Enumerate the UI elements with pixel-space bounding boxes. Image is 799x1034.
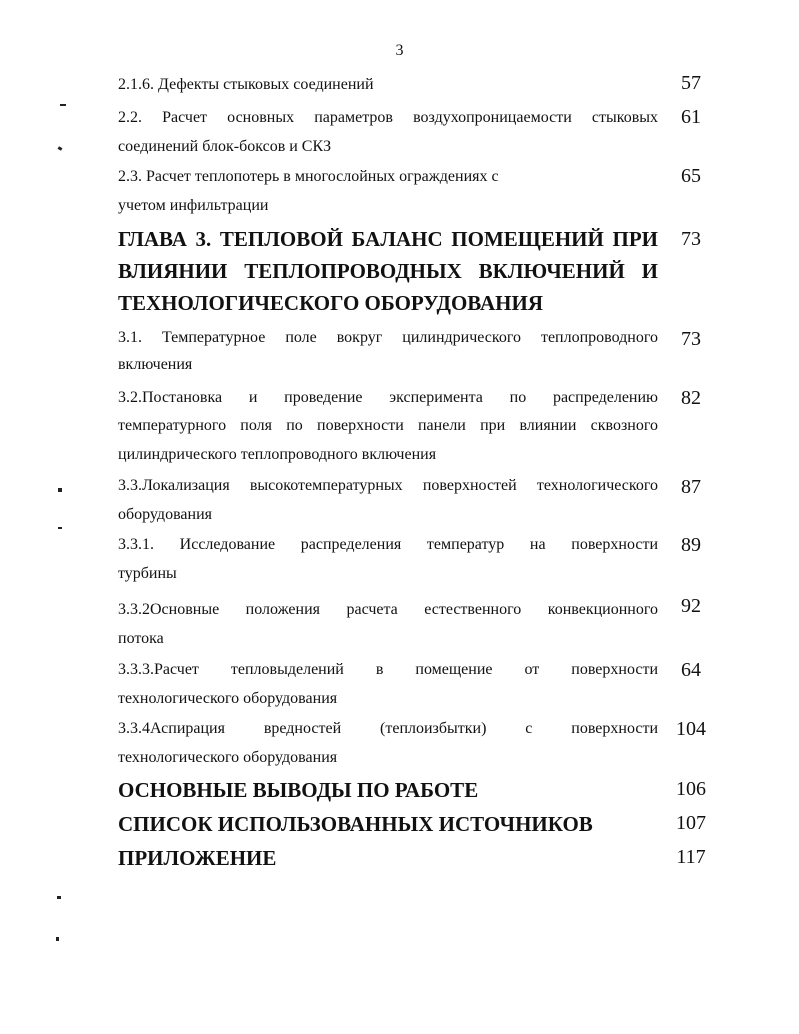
- toc-entry-text: технологического оборудования: [118, 690, 338, 707]
- toc-page-number: 73: [681, 228, 701, 250]
- toc-entry-text: оборудования: [118, 506, 212, 523]
- toc-entry-text: 2.1.6. Дефекты стыковых соединений: [118, 76, 374, 93]
- toc-page-number: 61: [681, 106, 701, 128]
- toc-page-number: 64: [681, 659, 701, 681]
- section-title: ОСНОВНЫЕ ВЫВОДЫ ПО РАБОТЕ: [118, 778, 479, 802]
- toc-page-number: 104: [676, 718, 706, 740]
- toc-page-number: 92: [681, 595, 701, 617]
- toc-entry-text: 2.2. Расчет основных параметров воздухопроницаемости стыковых: [118, 109, 658, 126]
- toc-page-number: 73: [681, 328, 701, 350]
- toc-entry-text: 3.3.2Основные положения расчета естественного конвекционного: [118, 601, 658, 618]
- toc-page-number: 106: [676, 778, 706, 800]
- toc-entry-text: соединений блок-боксов и СКЗ: [118, 138, 332, 155]
- page-number: 3: [395, 42, 404, 59]
- toc-page-number: 117: [676, 846, 706, 868]
- scan-speck: [56, 937, 59, 941]
- scan-speck: [58, 527, 62, 529]
- chapter-title-line: ГЛАВА 3. ТЕПЛОВОЙ БАЛАНС ПОМЕЩЕНИЙ ПРИ: [118, 227, 658, 251]
- toc-page-number: 57: [681, 72, 701, 94]
- chapter-title-line: ВЛИЯНИИ ТЕПЛОПРОВОДНЫХ ВКЛЮЧЕНИЙ И: [118, 259, 658, 283]
- scan-speck: [60, 104, 66, 106]
- toc-entry-text: 3.3.4Аспирация вредностей (теплоизбытки) с поверхности: [118, 720, 658, 737]
- toc-page-number: 89: [681, 534, 701, 556]
- toc-page-number: 82: [681, 387, 701, 409]
- section-title: ПРИЛОЖЕНИЕ: [118, 846, 277, 870]
- toc-page-number: 87: [681, 476, 701, 498]
- toc-entry-text: 3.3.Локализация высокотемпературных поверхностей технологического: [118, 477, 658, 494]
- toc-entry-text: турбины: [118, 565, 177, 582]
- toc-entry-text: 3.3.3.Расчет тепловыделений в помещение от поверхности: [118, 661, 658, 678]
- chapter-title-line: ТЕХНОЛОГИЧЕСКОГО ОБОРУДОВАНИЯ: [118, 291, 543, 315]
- toc-entry-text: 3.3.1. Исследование распределения температур на поверхности: [118, 536, 658, 553]
- toc-entry-text: учетом инфильтрации: [118, 197, 269, 214]
- toc-entry-text: температурного поля по поверхности панели при влиянии сквозного: [118, 417, 658, 434]
- scan-speck: [58, 488, 62, 492]
- toc-entry-text: потока: [118, 630, 164, 647]
- scan-speck: [58, 146, 63, 151]
- toc-entry-text: 2.3. Расчет теплопотерь в многослойных ограждениях с: [118, 168, 499, 185]
- toc-entry-text: включения: [118, 356, 193, 373]
- toc-entry-text: 3.2.Постановка и проведение эксперимента по распределению: [118, 389, 658, 406]
- toc-page-number: 107: [676, 812, 706, 834]
- section-title: СПИСОК ИСПОЛЬЗОВАННЫХ ИСТОЧНИКОВ: [118, 812, 593, 836]
- toc-entry-text: цилиндрического теплопроводного включения: [118, 446, 437, 463]
- scan-speck: [57, 896, 61, 899]
- toc-entry-text: 3.1. Температурное поле вокруг цилиндрического теплопроводного: [118, 329, 658, 346]
- toc-page-number: 65: [681, 165, 701, 187]
- toc-entry-text: технологического оборудования: [118, 749, 338, 766]
